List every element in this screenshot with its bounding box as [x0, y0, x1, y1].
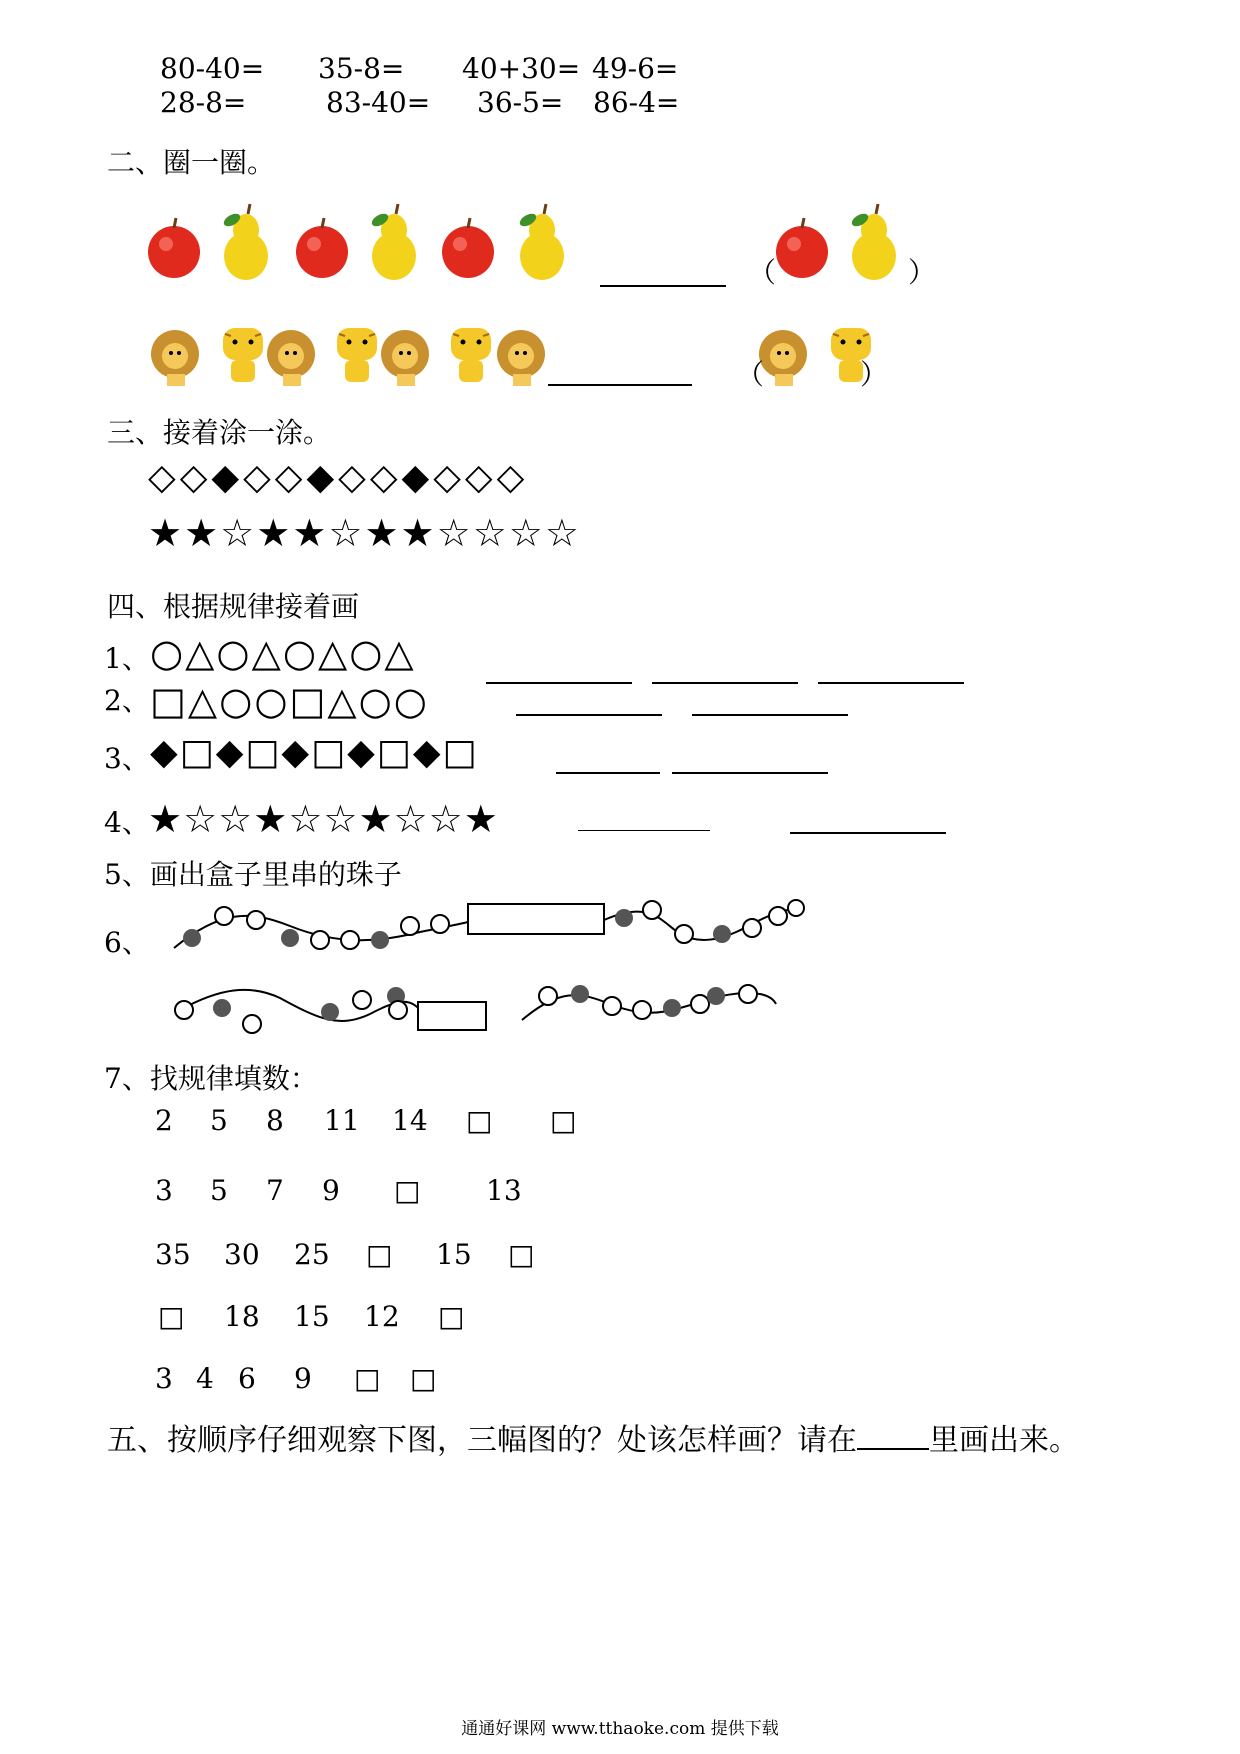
item3-shapes: [150, 730, 479, 776]
diamond-shape-2: ◇: [179, 457, 212, 498]
item4-shape-10: ★: [463, 797, 499, 841]
item2-shape-8: ○: [393, 679, 429, 723]
paren-close: ）: [908, 256, 937, 289]
item2-shape-4: ○: [254, 679, 290, 723]
item7-text: 7、找规律填数：: [104, 1062, 318, 1095]
item1-shape-6: △: [317, 631, 350, 675]
item6-label: 6、: [104, 926, 150, 959]
bead-string-2: [160, 978, 800, 1048]
apple-icon: [442, 218, 494, 278]
sequence-number: 18: [224, 1300, 260, 1333]
item3-shape-8: □: [376, 732, 413, 773]
item1-shape-1: ○: [150, 631, 186, 675]
sequence-number: 12: [364, 1300, 400, 1333]
sequence-number: 3: [155, 1362, 173, 1395]
star-shape-5: ★: [292, 511, 329, 555]
bead-box-2: [418, 1002, 486, 1030]
star-shape-8: ★: [400, 511, 437, 555]
arith-2-4: 86-4=: [593, 86, 680, 119]
lion-icon: [381, 330, 429, 386]
paren-open: （: [748, 256, 777, 289]
item4-shape-5: ☆: [288, 797, 324, 841]
item3-shape-3: ◆: [215, 732, 246, 773]
item1-shape-8: △: [384, 631, 416, 675]
item1-blank-1[interactable]: [486, 682, 632, 684]
star-shape-2: ★: [184, 511, 221, 555]
tiger-icon: [337, 328, 377, 382]
diamond-shape-5: ◇: [274, 457, 307, 498]
item4-shape-8: ☆: [393, 797, 429, 841]
lion-icon: [151, 330, 199, 386]
item3-shape-9: ◆: [412, 732, 443, 773]
answer-line-fruit[interactable]: [600, 285, 726, 287]
item1-label: 1、: [104, 642, 150, 675]
fruit-row: [140, 200, 940, 300]
lion-icon: [759, 330, 807, 386]
lion-icon: [497, 330, 545, 386]
star-shape-3: ☆: [220, 511, 257, 555]
diamond-shape-8: ◇: [369, 457, 402, 498]
answer-box[interactable]: □: [508, 1238, 535, 1271]
item1-shape-5: ○: [282, 631, 318, 675]
arith-2-1: 28-8=: [160, 86, 247, 119]
sequence-number: 13: [486, 1174, 522, 1207]
item4-shape-2: ☆: [183, 797, 219, 841]
sequence-number: 30: [224, 1238, 260, 1271]
diamond-shape-10: ◇: [433, 457, 465, 498]
sequence-number: 14: [392, 1104, 428, 1137]
sequence-number: 5: [210, 1174, 228, 1207]
item3-shape-4: □: [245, 732, 282, 773]
tiger-icon: [223, 328, 263, 382]
animal-row: [145, 322, 905, 392]
item2-blank-1[interactable]: [516, 714, 662, 716]
item1-shape-3: ○: [216, 631, 252, 675]
diamond-shape-3: ◆: [211, 457, 244, 498]
item1-blank-2[interactable]: [652, 682, 798, 684]
item1-shape-2: △: [185, 631, 217, 675]
item4-shape-7: ★: [358, 797, 394, 841]
item1-shapes: [150, 630, 416, 676]
pear-icon: [370, 204, 416, 280]
tiger-icon: [451, 328, 491, 382]
diamond-shape-6: ◆: [306, 457, 339, 498]
answer-box[interactable]: □: [158, 1300, 185, 1333]
item3-blank-1[interactable]: [556, 772, 660, 774]
sequence-number: 15: [436, 1238, 472, 1271]
diamond-shape-11: ◇: [464, 457, 497, 498]
arith-1-2: 35-8=: [318, 52, 405, 85]
answer-box[interactable]: □: [354, 1362, 381, 1395]
diamond-shape-1: ◇: [148, 457, 180, 498]
item2-blank-2[interactable]: [692, 714, 848, 716]
section4-title: 四、根据规律接着画: [107, 590, 360, 623]
item2-shape-5: □: [289, 679, 328, 723]
answer-box[interactable]: □: [410, 1362, 437, 1395]
item2-label: 2、: [104, 684, 150, 717]
answer-box[interactable]: □: [438, 1300, 465, 1333]
section5-blank[interactable]: [857, 1422, 929, 1450]
item2-shape-2: △: [187, 679, 220, 723]
apple-icon: [148, 218, 200, 278]
diamond-shape-4: ◇: [243, 457, 275, 498]
lion-icon: [267, 330, 315, 386]
item3-shape-2: □: [179, 732, 216, 773]
item1-shape-4: △: [251, 631, 283, 675]
sequence-number: 4: [196, 1362, 214, 1395]
sequence-number: 9: [322, 1174, 340, 1207]
answer-box[interactable]: □: [366, 1238, 393, 1271]
section5-title: [107, 1422, 1079, 1459]
star-shape-7: ★: [364, 511, 401, 555]
star-shape-4: ★: [256, 511, 293, 555]
item2-shape-3: ○: [219, 679, 255, 723]
star-shape-10: ☆: [472, 511, 509, 555]
paren-close-2: ）: [860, 358, 889, 391]
item4-shape-6: ☆: [323, 797, 359, 841]
section2-title: 二、圈一圈。: [107, 146, 276, 179]
diamond-shape-9: ◆: [401, 457, 434, 498]
answer-line-animal[interactable]: [548, 384, 692, 386]
arith-2-2: 83-40=: [326, 86, 431, 119]
star-shape-1: ★: [148, 511, 185, 555]
item2-shape-7: ○: [358, 679, 394, 723]
pear-icon: [222, 204, 268, 280]
item3-shape-1: ◆: [150, 732, 180, 773]
answer-box[interactable]: □: [466, 1104, 493, 1137]
item4-label: 4、: [104, 806, 150, 839]
section5-title-after: 里画出来。: [929, 1423, 1079, 1458]
item3-label: 3、: [104, 742, 150, 775]
item3-blank-2[interactable]: [672, 772, 828, 774]
footer: 通通好课网 www.tthaoke.com 提供下载: [461, 1719, 779, 1739]
arith-1-1: 80-40=: [160, 52, 265, 85]
item1-blank-3[interactable]: [818, 682, 964, 684]
item5-text: 5、画出盒子里串的珠子: [104, 858, 402, 891]
paren-open-2: （: [736, 358, 765, 391]
item3-shape-5: ◆: [281, 732, 312, 773]
pear-icon: [850, 204, 896, 280]
item4-blank-2[interactable]: [790, 832, 946, 834]
sequence-number: 8: [266, 1104, 284, 1137]
sequence-number: 6: [238, 1362, 256, 1395]
sequence-number: 9: [294, 1362, 312, 1395]
item1-shape-7: ○: [349, 631, 385, 675]
answer-box[interactable]: □: [394, 1174, 421, 1207]
item4-blank-1[interactable]: [578, 830, 710, 831]
arith-1-4: 49-6=: [592, 52, 679, 85]
sequence-number: 11: [324, 1104, 360, 1137]
item2-shapes: [150, 678, 429, 724]
answer-box[interactable]: □: [550, 1104, 577, 1137]
bead-box-1: [468, 904, 604, 934]
sequence-number: 7: [266, 1174, 284, 1207]
diamond-shape-12: ◇: [496, 457, 529, 498]
pear-icon: [518, 204, 564, 280]
star-shape-9: ☆: [436, 511, 473, 555]
sequence-number: 3: [155, 1174, 173, 1207]
item4-shape-9: ☆: [428, 797, 464, 841]
arith-2-3: 36-5=: [477, 86, 564, 119]
sequence-number: 25: [294, 1238, 330, 1271]
sequence-number: 2: [155, 1104, 173, 1137]
diamond-row: [148, 456, 528, 500]
item3-shape-6: □: [311, 732, 348, 773]
star-row: [148, 510, 581, 556]
star-shape-6: ☆: [328, 511, 365, 555]
item3-shape-7: ◆: [347, 732, 377, 773]
apple-icon: [776, 218, 828, 278]
bead-string-1: [160, 890, 820, 960]
item2-shape-1: □: [150, 679, 188, 723]
item4-shape-1: ★: [148, 797, 184, 841]
sequence-number: 35: [155, 1238, 191, 1271]
item4-shapes: [148, 796, 499, 842]
section3-title: 三、接着涂一涂。: [107, 416, 332, 449]
arith-1-3: 40+30=: [462, 52, 581, 85]
section5-title-before: 五、按顺序仔细观察下图，三幅图的？处该怎样画？请在: [107, 1423, 857, 1458]
diamond-shape-7: ◇: [338, 457, 370, 498]
star-shape-12: ☆: [544, 511, 581, 555]
item4-shape-4: ★: [253, 797, 289, 841]
star-shape-11: ☆: [508, 511, 545, 555]
item4-shape-3: ☆: [218, 797, 254, 841]
apple-icon: [296, 218, 348, 278]
item2-shape-6: △: [327, 679, 359, 723]
sequence-number: 5: [210, 1104, 228, 1137]
sequence-number: 15: [294, 1300, 330, 1333]
item3-shape-10: □: [442, 732, 479, 773]
